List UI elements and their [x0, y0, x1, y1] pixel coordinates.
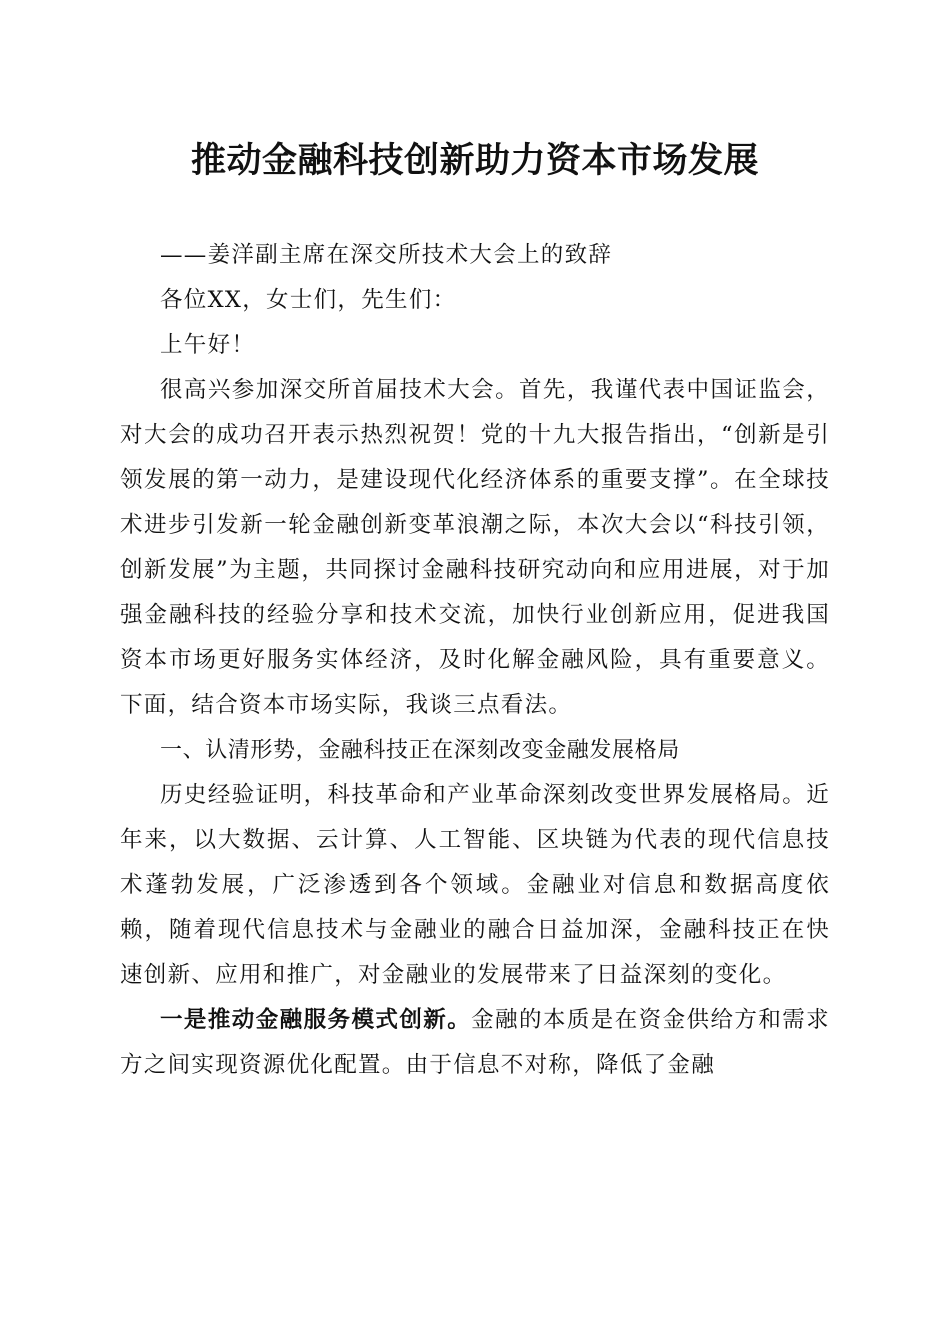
point-1-lead: 一是推动金融服务模式创新。 [160, 1007, 472, 1033]
point-1-text: 金融的本质是在资金供给方和需求方之间实现资源优化配置。由于信息不对称，降低了金融 [120, 1007, 830, 1078]
subtitle: ——姜洋副主席在深交所技术大会上的致辞 [160, 242, 613, 268]
intro-paragraph: 很高兴参加深交所首届技术大会。首先，我谨代表中国证监会，对大会的成功召开表示热烈祝贺！党的十九大报告指出，“创新是引领发展的第一动力，是建设现代化经济体系的重要支撑”。在全球技术进步引发新一轮金融创新变革浪潮之际，本次大会以“科技引领，创新发展”为主题，共同探讨金融科技研究动向和应用进展，对于加强金融科技的经验分享和技术交流，加快行业创新应用，促进我国资本市场更好服务实体经济，及时化解金融风险，具有重要意义。下面，结合资本市场实际，我谈三点看法。 [120, 377, 830, 718]
greeting: 上午好！ [160, 332, 256, 358]
document-body [120, 233, 830, 1088]
point-1-paragraph [120, 998, 830, 1088]
salutation: 各位XX，女士们，先生们： [160, 287, 457, 313]
section-1-paragraph: 历史经验证明，科技革命和产业革命深刻改变世界发展格局。近年来，以大数据、云计算、人工智能、区块链为代表的现代信息技术蓬勃发展，广泛渗透到各个领域。金融业对信息和数据高度依赖，随着现代信息技术与金融业的融合日益加深，金融科技正在快速创新、应用和推广，对金融业的发展带来了日益深刻的变化。 [120, 782, 830, 988]
document-title: 推动金融科技创新助力资本市场发展 [190, 141, 759, 181]
section-heading-1: 一、认清形势，金融科技正在深刻改变金融发展格局 [160, 738, 680, 763]
